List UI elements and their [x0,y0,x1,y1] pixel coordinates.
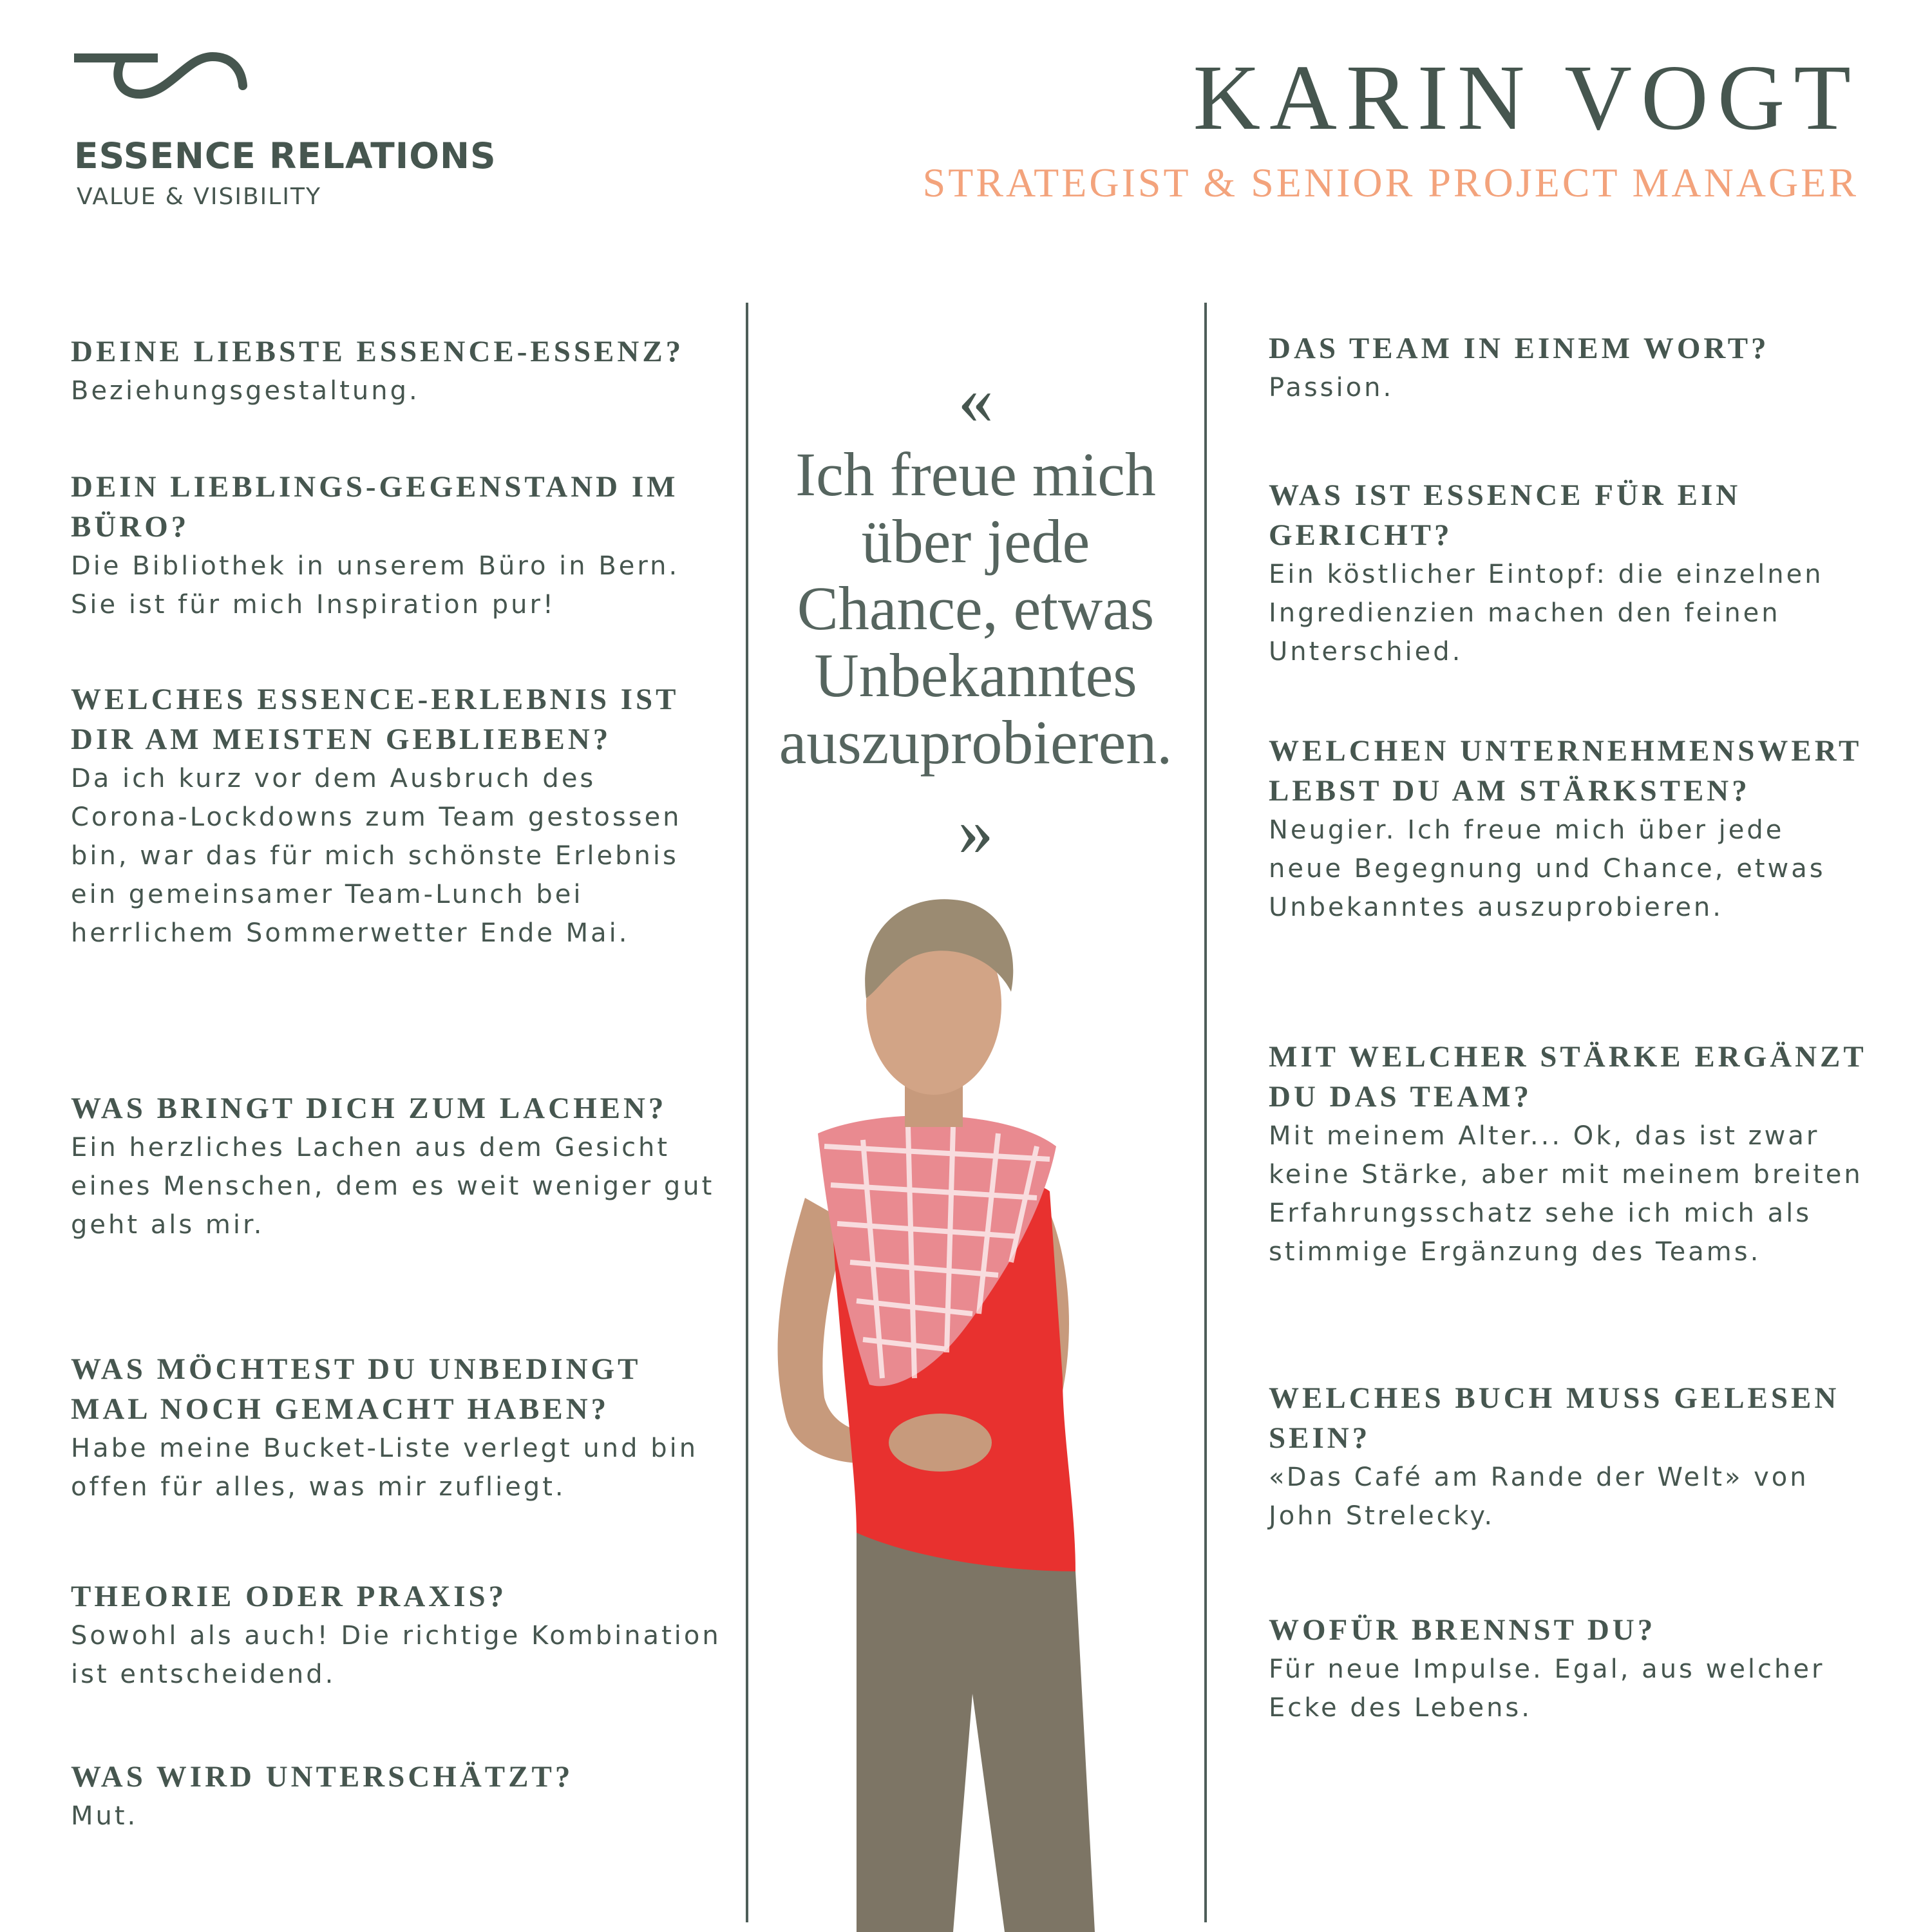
column-divider-left [746,303,748,1922]
brand-tagline: VALUE & VISIBILITY [77,184,321,210]
qa-item [71,332,728,410]
question: WELCHES BUCH MUSS GELESEN SEIN? [1269,1381,1840,1455]
question: WAS IST ESSENCE FÜR EIN GERICHT? [1269,478,1741,552]
answer: Die Bibliothek in unserem Büro in Bern. Sie ist für mich Inspiration pur! [71,551,680,620]
answer: Passion. [1269,373,1394,402]
qa-item [1269,731,1868,927]
qa-item [71,467,715,624]
question: DEINE LIEBSTE ESSENCE-ESSENZ? [71,335,685,368]
answer: Für neue Impulse. Egal, aus welcher Ecke des Lebens. [1269,1654,1825,1723]
answer: Mut. [71,1801,138,1831]
answer: Sowohl als auch! Die richtige Kombination ist entscheidend. [71,1621,721,1689]
answer: Ein köstlicher Eintopf: die einzelnen Ingredienzien machen den feinen Unterschied. [1269,560,1824,667]
answer: Da ich kurz vor dem Ausbruch des Corona-Lockdowns zum Team gestossen bin, war das für mich schönste Erlebnis ein gemeinsamer Team-Lunch bei herrlichem Sommerwetter Ende Mai. [71,764,682,948]
quote-close-mark: » [958,791,994,870]
answer: «Das Café am Rande der Welt» von John Strelecky. [1269,1463,1809,1531]
qa-item [1269,1610,1868,1727]
qa-item [71,679,705,952]
answer: Neugier. Ich freue mich über jede neue Begegnung und Chance, etwas Unbekanntes auszuprobieren. [1269,815,1826,922]
question: WELCHES ESSENCE-ERLEBNIS IST DIR AM MEISTEN GEBLIEBEN? [71,683,679,756]
qa-item [1269,328,1868,407]
brand-name: ESSENCE RELATIONS [74,135,497,176]
qa-item [71,1757,728,1835]
qa-item [71,1349,728,1506]
brand-logo [74,50,497,218]
wave-logo-icon [74,50,248,115]
person-name: KARIN VOGT [1193,46,1860,149]
qa-item [1269,1037,1868,1271]
answer: Ein herzliches Lachen aus dem Gesicht eines Menschen, dem es weit weniger gut geht als mir. [71,1133,715,1240]
question: MIT WELCHER STÄRKE ERGÄNZT DU DAS TEAM? [1269,1040,1866,1113]
question: WELCHEN UNTERNEHMENSWERT LEBST DU AM STÄRKSTEN? [1269,734,1862,808]
question: WAS BRINGT DICH ZUM LACHEN? [71,1092,667,1125]
question: WAS MÖCHTEST DU UNBEDINGT MAL NOCH GEMACHT HABEN? [71,1352,641,1426]
person-photo-icon [760,889,1224,1932]
question: THEORIE ODER PRAXIS? [71,1580,507,1613]
quote-open-mark: « [958,360,994,439]
question: DAS TEAM IN EINEM WORT? [1269,332,1770,365]
answer: Beziehungsgestaltung. [71,376,420,406]
question: WAS WIRD UNTERSCHÄTZT? [71,1760,574,1794]
question: DEIN LIEBLINGS-GEGENSTAND IM BÜRO? [71,470,679,544]
qa-item [1269,1378,1868,1535]
answer: Mit meinem Alter... Ok, das ist zwar keine Stärke, aber mit meinem breiten Erfahrungsschatz sehe ich mich als stimmige Ergänzung des Teams. [1269,1121,1863,1267]
qa-item [71,1088,715,1244]
answer: Habe meine Bucket-Liste verlegt und bin offen für alles, was mir zufliegt. [71,1434,699,1502]
person-role: STRATEGIST & SENIOR PROJECT MANAGER [922,160,1859,205]
question: WOFÜR BRENNST DU? [1269,1613,1656,1647]
qa-item [1269,475,1848,671]
qa-item [71,1577,728,1694]
quote-text: Ich freue mich über jede Chance, etwas Unbekanntes auszuprobieren. [779,440,1173,777]
